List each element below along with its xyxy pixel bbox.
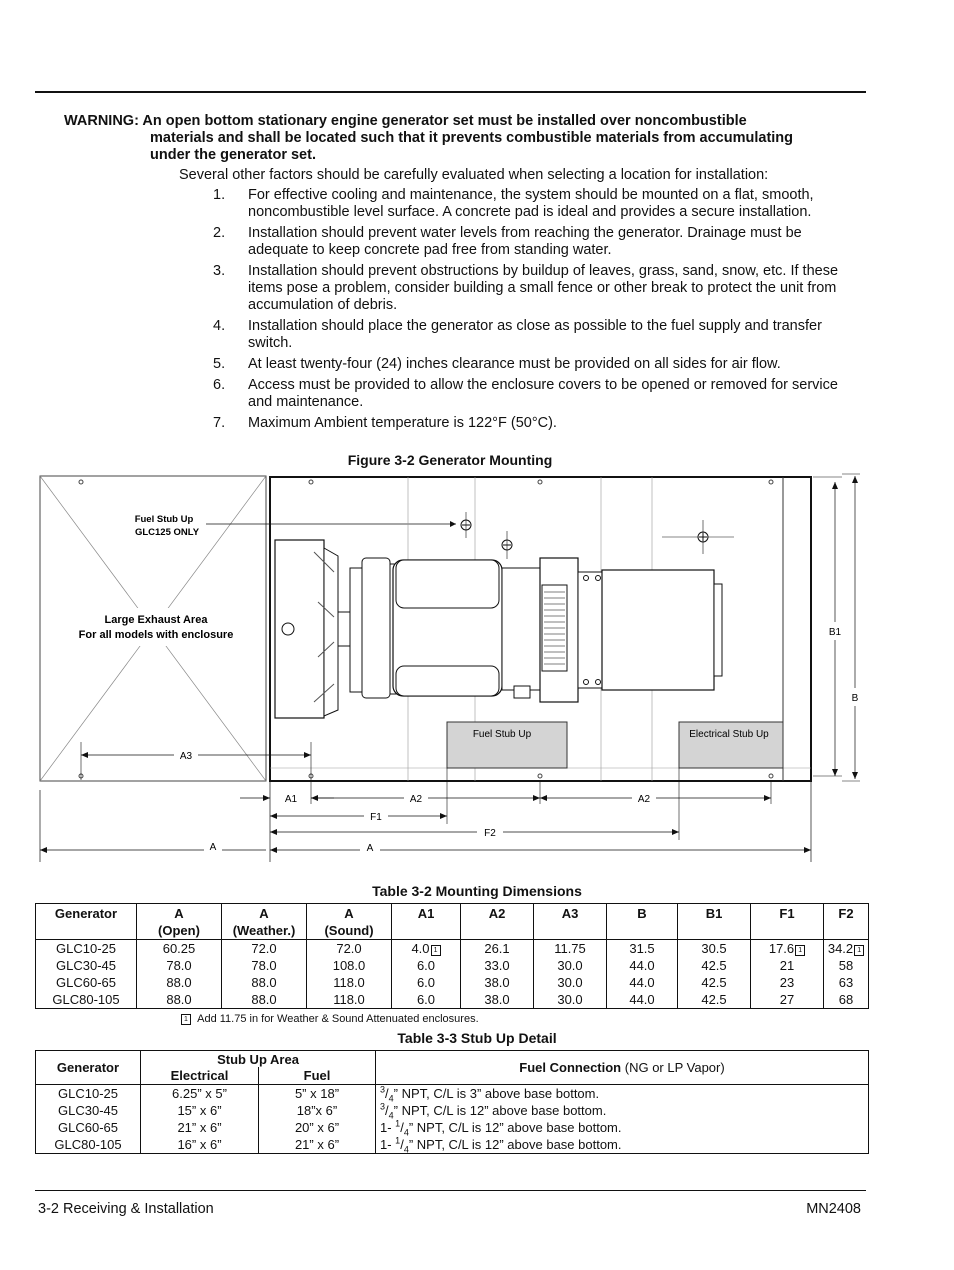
bell-housing bbox=[502, 568, 540, 690]
electrical-stub-up-label: Electrical Stub Up bbox=[689, 729, 769, 740]
fan-hub bbox=[338, 612, 350, 646]
mount-hole-icon bbox=[309, 480, 313, 484]
col-header: B bbox=[637, 906, 647, 921]
col-header: A3 bbox=[561, 906, 579, 921]
list-item: 4. Installation should place the generator as close as possible to the fuel supply and transfer switch. bbox=[213, 318, 822, 351]
figure-caption: Figure 3-2 Generator Mounting bbox=[347, 452, 553, 468]
dim-b1-label: B1 bbox=[828, 627, 842, 638]
col-header: Generator bbox=[54, 906, 118, 921]
list-item: 2. Installation should prevent water levels from reaching the generator. Drainage must be adequate to keep concrete pad free from standing water. bbox=[213, 225, 802, 258]
dim-arrow bbox=[832, 769, 838, 776]
engine-front bbox=[350, 568, 362, 692]
col-header: Stub Up Area bbox=[141, 1051, 376, 1068]
footnote-marker: 1 bbox=[795, 945, 805, 956]
stub-crosshair-icon bbox=[662, 520, 734, 554]
dim-b-label: B bbox=[851, 693, 859, 704]
dim-arrow bbox=[270, 813, 277, 819]
warning-line-2: materials and shall be located such that it prevents combustible materials from accumulating bbox=[150, 130, 794, 146]
footer-section: 3-2 Receiving & Installation bbox=[38, 1201, 214, 1217]
col-header: F2 bbox=[838, 906, 854, 921]
mount-hole-icon bbox=[769, 480, 773, 484]
col-header: A bbox=[344, 906, 354, 921]
fuel-stub-up-label: Fuel Stub Up bbox=[472, 729, 532, 740]
dim-arrow bbox=[832, 482, 838, 489]
warning-block bbox=[64, 113, 884, 164]
list-item: 7. Maximum Ambient temperature is 122°F (50°C). bbox=[213, 415, 557, 431]
col-header: F1 bbox=[779, 906, 795, 921]
col-header: Electrical bbox=[141, 1067, 259, 1085]
dim-arrow bbox=[804, 847, 811, 853]
table-row: GLC80-105 16” x 6” 21” x 6” 1- $^1/_4$” NPT, C/L is 12” above base bottom. bbox=[36, 1136, 869, 1154]
col-header-sub: (Sound) bbox=[324, 923, 374, 938]
footnote-marker: 1 bbox=[181, 1014, 191, 1025]
exhaust-label-1: Large Exhaust Area bbox=[104, 614, 208, 626]
table-3-3-caption: Table 3-3 Stub Up Detail bbox=[397, 1030, 557, 1046]
col-header: A bbox=[259, 906, 269, 921]
warning-line-3: under the generator set. bbox=[150, 147, 316, 163]
col-header-sub: (Weather.) bbox=[232, 923, 296, 938]
col-header: A2 bbox=[488, 906, 506, 921]
exhaust-label-2: For all models with enclosure bbox=[78, 629, 234, 641]
header-rule bbox=[35, 91, 866, 93]
list-item: 5. At least twenty-four (24) inches clearance must be provided on all sides for air flow. bbox=[213, 356, 781, 372]
dim-a1-label: A1 bbox=[284, 794, 298, 805]
generator-mounting-figure bbox=[34, 472, 874, 867]
alternator-body bbox=[602, 570, 714, 690]
col-header: Fuel Connection bbox=[519, 1060, 622, 1075]
table-3-2-caption: Table 3-2 Mounting Dimensions bbox=[372, 883, 582, 899]
table-row: GLC80-105 88.0 88.0 118.0 6.0 38.0 30.0 44.0 42.5 27 68 bbox=[36, 991, 869, 1009]
stub-crosshair-icon bbox=[461, 512, 471, 538]
mount-hole-icon bbox=[538, 774, 542, 778]
table-header-row bbox=[36, 904, 869, 940]
list-item: 1. For effective cooling and maintenance, the system should be mounted on a flat, smooth, noncombustible level surface. A concrete pad is ideal and provides a secure installation. bbox=[213, 187, 814, 220]
valve-cover-top bbox=[396, 560, 499, 608]
table-row: GLC10-25 60.25 72.0 72.0 4.0 1 26.1 11.75 31.5 30.5 17.6 1 34.2 1 bbox=[36, 940, 869, 958]
footnote-marker: 1 bbox=[431, 945, 441, 956]
table-header-row bbox=[36, 1051, 869, 1068]
mounting-dimensions-table bbox=[35, 903, 869, 1009]
mount-hole-icon bbox=[79, 480, 83, 484]
stub-crosshair-icon bbox=[502, 531, 512, 559]
requirements-list bbox=[213, 187, 863, 436]
alternator-collar bbox=[578, 572, 602, 688]
dim-arrow bbox=[764, 795, 771, 801]
table-row: GLC30-45 78.0 78.0 108.0 6.0 33.0 30.0 44.0 42.5 21 58 bbox=[36, 957, 869, 974]
dim-arrow bbox=[263, 795, 270, 801]
footer-doc-number: MN2408 bbox=[806, 1201, 861, 1217]
dim-arrow bbox=[81, 752, 88, 758]
dim-a3-label: A3 bbox=[179, 751, 193, 762]
col-header: B1 bbox=[705, 906, 723, 921]
col-header: Fuel bbox=[259, 1067, 376, 1085]
list-item: 3. Installation should prevent obstructions by buildup of leaves, grass, sand, snow, etc. If these items pose a problem, consider building a small fence or other break to protect the unit from accumulation of debris. bbox=[213, 263, 839, 313]
dim-a2-right-label: A2 bbox=[637, 794, 651, 805]
footer-rule bbox=[35, 1190, 866, 1191]
table-row: GLC30-45 15” x 6” 18”x 6” $^3/_4$” NPT, C/L is 12” above base bottom. bbox=[36, 1102, 869, 1119]
table-row: GLC60-65 88.0 88.0 118.0 6.0 38.0 30.0 44.0 42.5 23 63 bbox=[36, 974, 869, 991]
dim-arrow bbox=[270, 829, 277, 835]
warning-line-1: An open bottom stationary engine generator set must be installed over noncombustible bbox=[142, 113, 747, 129]
dim-arrow bbox=[533, 795, 540, 801]
dim-arrow bbox=[440, 813, 447, 819]
radiator-cap-icon bbox=[282, 623, 294, 635]
table-footnote: 1 Add 11.75 in for Weather & Sound Attenuated enclosures. bbox=[180, 1013, 479, 1025]
table-row: GLC60-65 21” x 6” 20” x 6” 1- $^1/_4$” NPT, C/L is 12” above base bottom. bbox=[36, 1119, 869, 1136]
dim-f2-label: F2 bbox=[484, 828, 496, 839]
col-header: A bbox=[174, 906, 184, 921]
fuel-stub-callout-2: GLC125 ONLY bbox=[134, 527, 200, 538]
dim-arrow bbox=[270, 847, 277, 853]
dim-arrow bbox=[40, 847, 47, 853]
mount-hole-icon bbox=[538, 480, 542, 484]
dim-a-right-label: A bbox=[366, 843, 374, 854]
dim-arrow bbox=[852, 772, 858, 779]
engine-mount bbox=[514, 686, 530, 698]
dim-arrow bbox=[852, 476, 858, 483]
col-header: A1 bbox=[417, 906, 435, 921]
col-header-sub: (NG or LP Vapor) bbox=[621, 1060, 725, 1075]
list-item: 6. Access must be provided to allow the enclosure covers to be opened or removed for service and maintenance. bbox=[213, 377, 838, 410]
mount-hole-icon bbox=[769, 774, 773, 778]
footnote-marker: 1 bbox=[854, 945, 864, 956]
col-header-sub: (Open) bbox=[158, 923, 200, 938]
dim-a2-left-label: A2 bbox=[409, 794, 423, 805]
alternator-endcap bbox=[714, 584, 722, 676]
dim-f1-label: F1 bbox=[370, 812, 382, 823]
col-header: Generator bbox=[36, 1051, 141, 1085]
callout-arrow bbox=[450, 521, 456, 527]
engine-pulley-housing bbox=[362, 558, 390, 698]
dim-arrow bbox=[304, 752, 311, 758]
warning-label: WARNING: bbox=[64, 113, 139, 129]
dim-a-left-label: A bbox=[209, 842, 217, 853]
valve-cover-bottom bbox=[396, 666, 499, 696]
dim-arrow bbox=[540, 795, 547, 801]
dim-arrow bbox=[672, 829, 679, 835]
stub-up-detail-table bbox=[35, 1050, 869, 1154]
fuel-stub-callout-1: Fuel Stub Up bbox=[134, 514, 194, 525]
intro-text: Several other factors should be carefully evaluated when selecting a location for installation: bbox=[179, 167, 769, 183]
table-row: GLC10-25 6.25” x 5” 5” x 18” $^3/_4$” NPT, C/L is 3” above base bottom. bbox=[36, 1085, 869, 1103]
